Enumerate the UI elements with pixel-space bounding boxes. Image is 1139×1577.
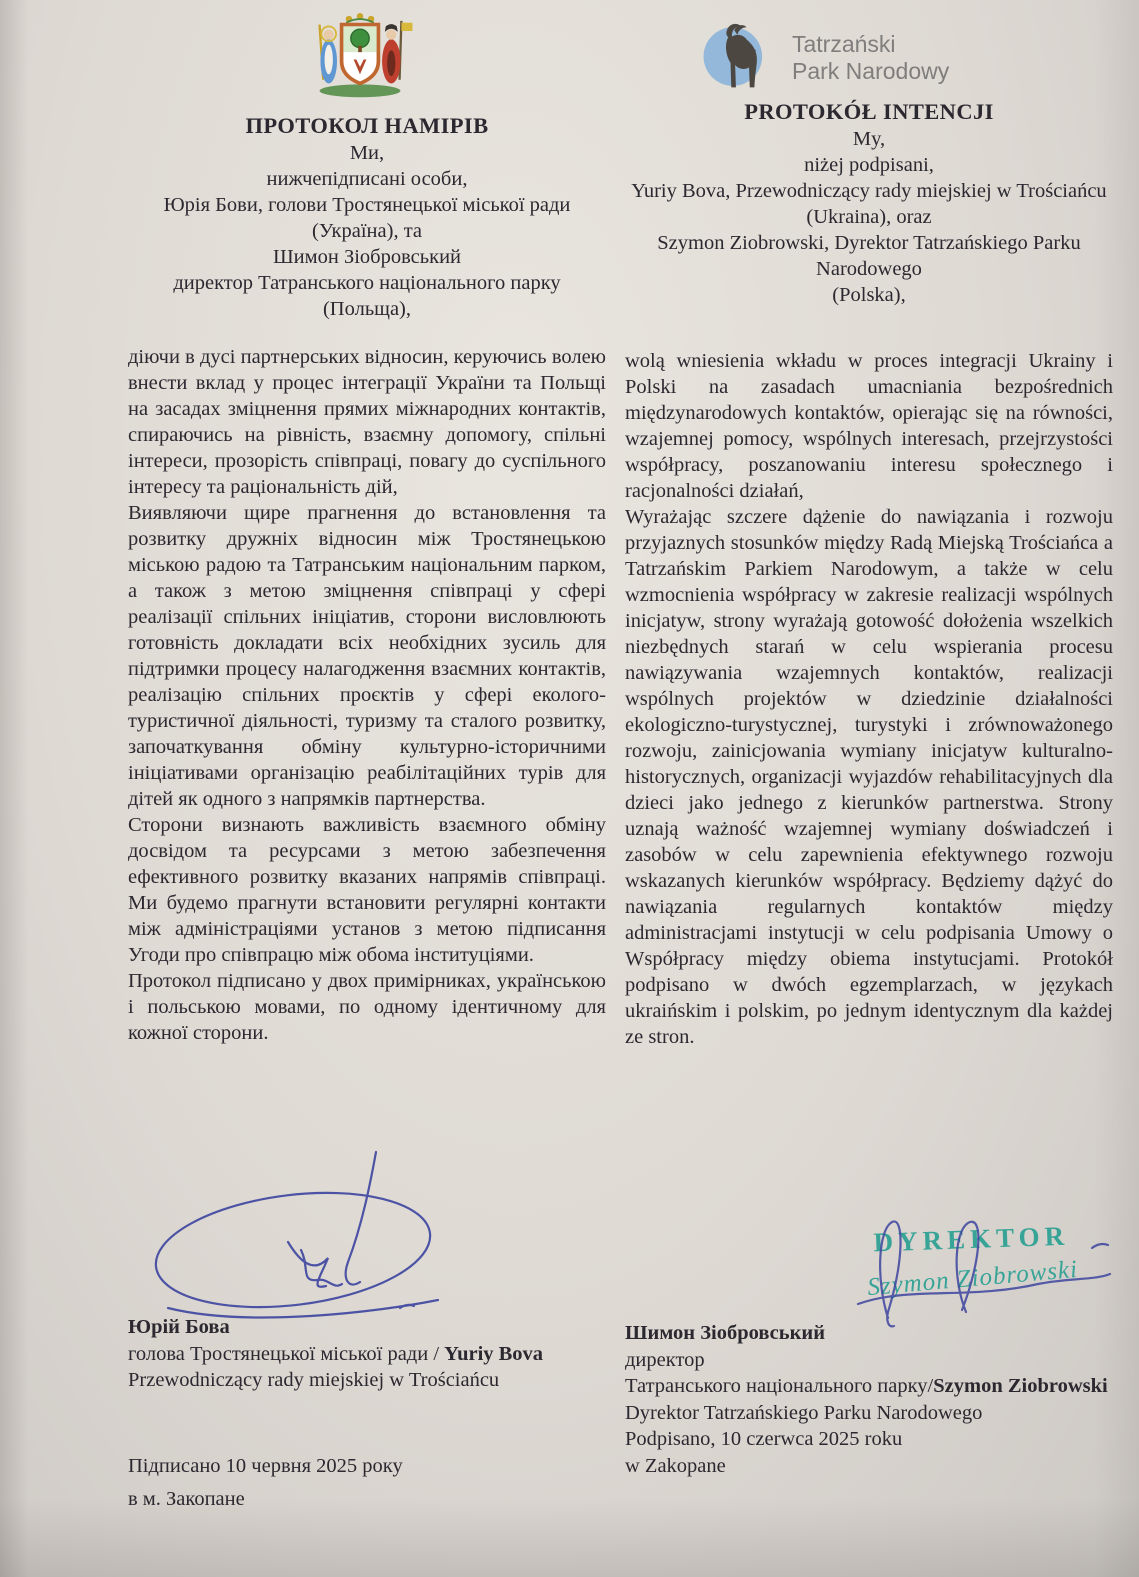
right-paragraph: Wyrażając szczere dążenie do nawiązania i rozwoju przyjaznych stosunków między Radą Miejską Trościańca a Tatrzańskim Parkiem Narodowym, a także w celu wzmocnienia współpracy w zakresie realizacji wspólnych inicjatyw, strony wyrażają gotowość dołożenia wszelkich niezbędnych starań w celu wspierania procesu nawiązywania wzajemnych kontaktów, realizacji wspólnych projektów w dziedzinie działalności ekologiczno-turystycznej, turystyki i zrównoważonego rozwoju, zainicjowania wymiany inicjatyw kulturalno-historycznych, organizacji wyjazdów rehabilitacyjnych dla dzieci jako jednego z kierunków partnerstwa. Strony uznają ważność wzajemnej wymiany doświadczeń i zasobów w celu zapewnienia efektywnego rozwoju wskazanych kierunków współpracy. Będziemy dążyć do nawiązania regularnych kontaktów między administracjami instytucji w celu podpisania Umowy o Współpracy między obiema instytucjami. Protokół podpisano w dwóch egzemplarzach, w językach ukraińskim i polskim, po jednym identycznym dla każdej ze stron. [625, 506, 1113, 1048]
left-signatory-name: Юрій Бова [128, 1316, 230, 1338]
left-body [128, 344, 606, 1046]
stamp-signature-name: Szymon Ziobrowski [866, 1255, 1080, 1302]
right-role-text: Татранського національного парку/ [625, 1375, 934, 1397]
right-body [625, 348, 1113, 1050]
right-intro-line: Yuriy Bova, Przewodniczący rady miejskiej w Trościańcu (Ukraina), oraz [631, 180, 1107, 228]
left-doc-title: ПРОТОКОЛ НАМІРІВ [245, 113, 489, 138]
right-intro [625, 126, 1113, 308]
left-signed-place: в м. Закопане [128, 1488, 245, 1510]
left-paragraph: діючи в дусі партнерських відносин, керуючись волею внести вклад у процес інтеграції України та Польщі на засадах зміцнення прямих міжнародних контактів, спираючись на рівність, взаємну допомогу, спільні інтереси, прозорість співпраці, повагу до суспільного інтересу та раціональність дій, [128, 346, 606, 498]
left-intro-line: Ми, [349, 142, 385, 164]
right-signatory-name: Шимон Зіобровський [625, 1322, 826, 1344]
right-intro-line: (Polska), [832, 284, 906, 306]
stamp-title: DYREKTOR [873, 1220, 1070, 1258]
right-signatory-role-pl: Dyrektor Tatrzańskiego Parku Narodowego [625, 1401, 983, 1424]
signature-szymon-ziobrowski [848, 1200, 1128, 1335]
ukrainian-column [128, 112, 606, 1046]
left-signatory-role-pl: Przewodniczący rady miejskiej w Trościańcu [128, 1369, 500, 1391]
right-signatory-block [625, 1320, 1113, 1479]
right-signatory-role2 [625, 1373, 1113, 1400]
polish-column [625, 98, 1113, 1050]
left-signed-date: Підписано 10 червня 2025 року [128, 1455, 403, 1477]
tpn-chamois-icon [700, 18, 778, 97]
left-signatory-role [128, 1341, 606, 1368]
right-signed-date: Podpisano, 10 czerwca 2025 roku [625, 1428, 903, 1450]
right-intro-line: Szymon Ziobrowski, Dyrektor Tatrzańskiego Parku Narodowego [657, 232, 1081, 280]
right-doc-title: PROTOKÓŁ INTENCJI [744, 99, 994, 124]
signature-yuriy-bova [138, 1150, 468, 1330]
left-paragraph: Сторони визнають важливість взаємного обміну досвідом та ресурсами з метою забезпечення ефективного розвитку вказаних напрямів співпраці. Ми будемо прагнути встановити регулярні контакти між адміністраціями установ з метою підписання Угоди про співпрацю між обома інституціями. [128, 814, 606, 966]
left-intro-line: Шимон Зіобровський [272, 246, 462, 268]
tpn-logo [700, 18, 949, 97]
left-paragraph: Протокол підписано у двох примірниках, українською і польською мовами, по одному ідентичному для кожної сторони. [128, 970, 606, 1044]
tpn-logo-line1: Tatrzański [792, 30, 896, 57]
right-name-latin: Szymon Ziobrowski [933, 1375, 1108, 1397]
right-intro-line: niżej podpisani, [804, 154, 934, 176]
right-paragraph: wolą wniesienia wkładu w proces integracji Ukrainy i Polski na zasadach umacniania bezpośrednich międzynarodowych kontaktów, opierając się na równości, wzajemnej pomocy, wspólnych interesach, przejrzystości współpracy, poszanowaniu interesu społecznego i racjonalności działań, [625, 350, 1113, 502]
trostianets-coat-of-arms-icon [300, 8, 420, 105]
right-intro-line: My, [852, 128, 886, 150]
right-signed-place: w Zakopane [625, 1454, 726, 1477]
left-intro-line: директор Татранського національного парку (Польща), [173, 272, 561, 320]
left-intro-line: нижчепідписані особи, [266, 168, 468, 190]
left-name-latin: Yuriy Bova [444, 1342, 544, 1365]
left-signatory-block [128, 1314, 606, 1394]
left-intro [128, 140, 606, 322]
left-intro-line: Юрія Бови, голови Тростянецької міської ради (Україна), та [163, 194, 571, 242]
left-signing-date-block [128, 1450, 403, 1516]
tpn-logo-line2: Park Narodowy [792, 57, 950, 84]
right-signatory-role1: директор [625, 1348, 705, 1371]
left-role-text: голова Тростянецької міської ради / [128, 1342, 445, 1365]
left-paragraph: Виявляючи щире прагнення до встановлення та розвитку дружніх відносин між Тростянецькою міською радою та Татранським національним парком, а також з метою зміцнення співпраці у сфері реалізації спільних ініціатив, сторони висловлюють готовність докладати всіх необхідних зусиль для підтримки процесу налагодження взаємних контактів, реалізацію спільних проєктів у сфері еколого-туристичної діяльності, туризму та сталого розвитку, започаткування обміну культурно-історичними ініціативами організацію реабілітаційних турів для дітей як одного з напрямків партнерства. [128, 502, 606, 810]
tpn-logo-wordmark [792, 31, 949, 85]
